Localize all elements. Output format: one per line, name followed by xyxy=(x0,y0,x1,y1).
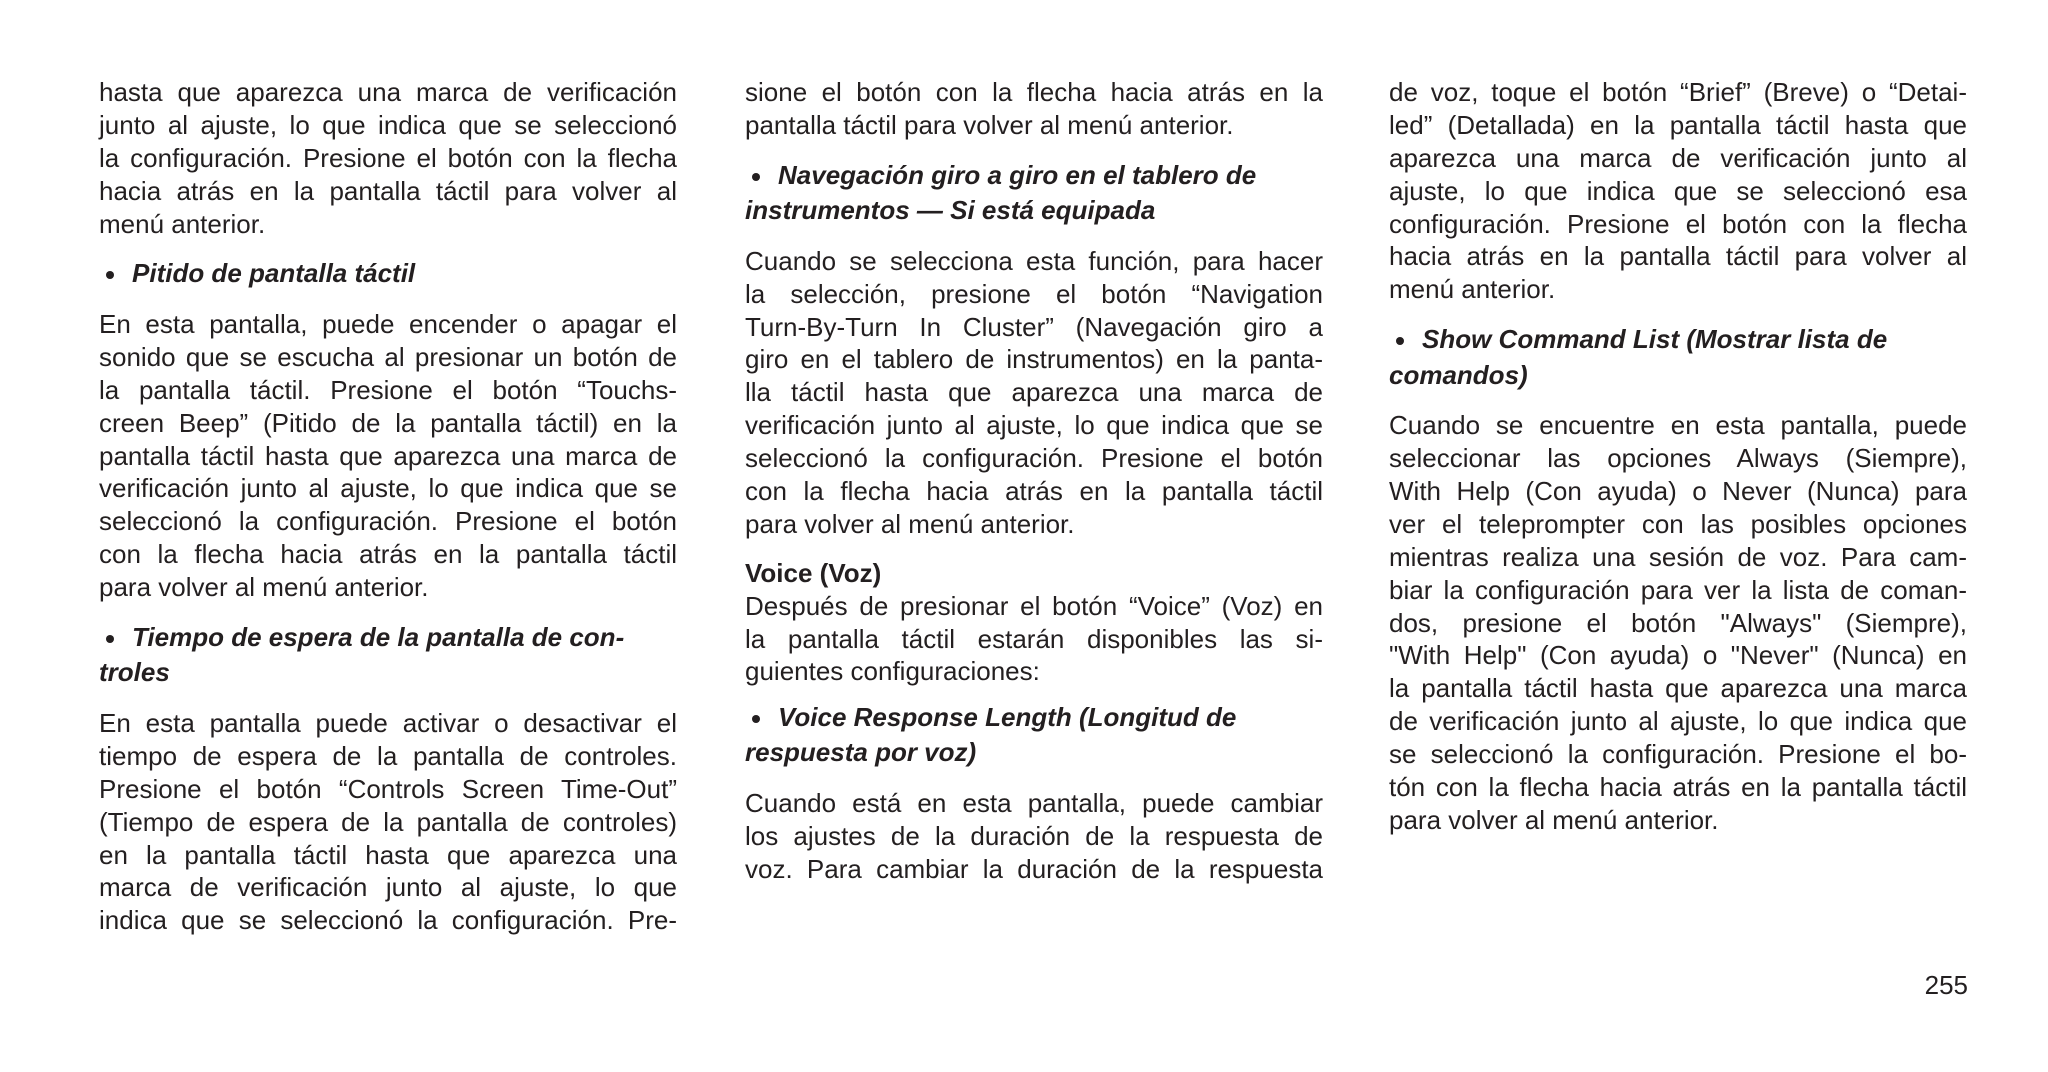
heading-text: Navegación giro a giro en el tablero de xyxy=(778,159,1257,190)
subheading-voice: Voice (Voz) xyxy=(745,557,882,588)
heading-line xyxy=(1389,358,1967,394)
paragraph-line: de verificación junto al ajuste, lo que indica que xyxy=(1389,706,1967,737)
section-heading-show-command-list xyxy=(1389,322,1967,393)
paragraph-line: sonido que se escucha al presionar un botón de xyxy=(99,341,677,372)
heading-text: Tiempo de espera de la pantalla de con- xyxy=(132,621,625,652)
body-paragraph xyxy=(745,787,1323,886)
heading-line xyxy=(99,256,677,292)
paragraph-line: Después de presionar el botón “Voice” (Voz) en xyxy=(745,590,1323,621)
paragraph-line: mientras realiza una sesión de voz. Para cam- xyxy=(1389,541,1967,572)
body-paragraph xyxy=(1389,409,1967,837)
paragraph-line: Cuando se selecciona esta función, para hacer xyxy=(745,245,1323,276)
paragraph-line: la pantalla táctil estarán disponibles las si- xyxy=(745,623,1323,654)
paragraph-line: En esta pantalla, puede encender o apagar el xyxy=(99,308,677,339)
paragraph-line: para volver al menú anterior. xyxy=(745,508,1075,539)
paragraph-line: verificación junto al ajuste, lo que indica que se xyxy=(745,410,1323,441)
paragraph-line: aparezca una marca de verificación junto al xyxy=(1389,142,1967,173)
paragraph-line: hasta que aparezca una marca de verificación xyxy=(99,77,677,107)
column-3 xyxy=(1389,76,1967,837)
paragraph-line: la configuración. Presione el botón con la flecha xyxy=(99,142,677,173)
paragraph-line: de voz, toque el botón “Brief” (Breve) o “Detai- xyxy=(1389,77,1967,107)
paragraph-line: Presione el botón “Controls Screen Time-Out” xyxy=(99,773,677,804)
heading-text: Pitido de pantalla táctil xyxy=(132,258,416,289)
paragraph-line: With Help (Con ayuda) o Never (Nunca) para xyxy=(1389,476,1967,507)
paragraph-line: ver el teleprompter con las posibles opciones xyxy=(1389,508,1967,539)
paragraph-line: voz. Para cambiar la duración de la respuesta xyxy=(745,853,1323,884)
body-paragraph xyxy=(99,707,677,937)
paragraph-line: creen Beep” (Pitido de la pantalla táctil) en la xyxy=(99,407,677,438)
paragraph-line: la selección, presione el botón “Navigation xyxy=(745,278,1323,309)
paragraph-line: seleccionar las opciones Always (Siempre), xyxy=(1389,443,1967,474)
paragraph-line: para volver al menú anterior. xyxy=(99,572,429,603)
heading-text: respuesta por voz) xyxy=(745,737,977,768)
paragraph-line: para volver al menú anterior. xyxy=(1389,804,1719,835)
heading-line xyxy=(745,158,1323,194)
paragraph-line: indica que se seleccionó la configuración. Pre- xyxy=(99,905,677,936)
paragraph-line: lla táctil hasta que aparezca una marca de xyxy=(745,377,1323,408)
paragraph-line: la pantalla táctil hasta que aparezca una marca xyxy=(1389,673,1967,704)
paragraph-line: configuración. Presione el botón con la flecha xyxy=(1389,208,1967,239)
heading-text: Voice Response Length (Longitud de xyxy=(778,701,1237,732)
column-1 xyxy=(99,76,677,937)
heading-line xyxy=(745,193,1323,229)
heading-line xyxy=(1389,322,1967,358)
section-heading-controls-timeout xyxy=(99,620,677,691)
heading-line xyxy=(745,735,1323,771)
body-paragraph xyxy=(745,76,1323,142)
paragraph-line: junto al ajuste, lo que indica que se seleccionó xyxy=(99,109,677,140)
paragraph-line: la pantalla táctil. Presione el botón “Touchs- xyxy=(99,374,677,405)
paragraph-line: Cuando está en esta pantalla, puede cambiar xyxy=(745,787,1323,818)
paragraph-line: En esta pantalla puede activar o desactivar el xyxy=(99,707,677,738)
paragraph-line: los ajustes de la duración de la respuesta de xyxy=(745,820,1323,851)
bullet-icon xyxy=(106,635,114,643)
paragraph-line: guientes configuraciones: xyxy=(745,656,1040,687)
section-heading-touchscreen-beep xyxy=(99,256,677,292)
paragraph-line: verificación junto al ajuste, lo que indica que se xyxy=(99,473,677,504)
paragraph-line: seleccionó la configuración. Presione el botón xyxy=(745,443,1323,474)
paragraph-line: pantalla táctil para volver al menú anterior. xyxy=(745,109,1234,140)
paragraph-line: ajuste, lo que indica que se seleccionó esa xyxy=(1389,175,1967,206)
paragraph-line: se seleccionó la configuración. Presione el bo- xyxy=(1389,739,1967,770)
heading-text: Show Command List (Mostrar lista de xyxy=(1422,324,1888,355)
paragraph-line: con la flecha hacia atrás en la pantalla táctil xyxy=(745,476,1323,507)
paragraph-line: biar la configuración para ver la lista de coman- xyxy=(1389,574,1967,605)
column-2 xyxy=(745,76,1323,886)
paragraph-line: tiempo de espera de la pantalla de controles. xyxy=(99,740,677,771)
bullet-icon xyxy=(752,173,760,181)
paragraph-line: led” (Detallada) en la pantalla táctil hasta que xyxy=(1389,109,1967,140)
body-paragraph xyxy=(99,76,677,240)
bullet-icon xyxy=(752,715,760,723)
paragraph-line: marca de verificación junto al ajuste, lo que xyxy=(99,872,677,903)
heading-text: instrumentos — Si está equipada xyxy=(745,195,1156,226)
paragraph-line: (Tiempo de espera de la pantalla de controles) xyxy=(99,806,677,837)
body-paragraph xyxy=(745,245,1323,541)
heading-text: troles xyxy=(99,657,170,688)
paragraph-line: dos, presione el botón "Always" (Siempre), xyxy=(1389,607,1967,638)
page-number: 255 xyxy=(1924,970,1968,1000)
paragraph-line: menú anterior. xyxy=(1389,274,1556,305)
paragraph-line: Cuando se encuentre en esta pantalla, puede xyxy=(1389,410,1967,441)
paragraph-line: "With Help" (Con ayuda) o "Never" (Nunca) en xyxy=(1389,640,1967,671)
bullet-icon xyxy=(106,271,114,279)
section-heading-voice-response-length xyxy=(745,700,1323,771)
body-paragraph xyxy=(745,590,1323,689)
bullet-icon xyxy=(1396,337,1404,345)
heading-text: comandos) xyxy=(1389,359,1528,390)
heading-line xyxy=(99,620,677,656)
paragraph-line: tón con la flecha hacia atrás en la pantalla táctil xyxy=(1389,772,1967,803)
paragraph-line: pantalla táctil hasta que aparezca una marca de xyxy=(99,440,677,471)
paragraph-line: Turn-By-Turn In Cluster” (Navegación giro a xyxy=(745,311,1323,342)
heading-line xyxy=(99,655,677,691)
paragraph-line: seleccionó la configuración. Presione el botón xyxy=(99,506,677,537)
body-paragraph xyxy=(1389,76,1967,306)
body-paragraph xyxy=(99,308,677,604)
paragraph-line: con la flecha hacia atrás en la pantalla táctil xyxy=(99,539,677,570)
paragraph-line: hacia atrás en la pantalla táctil para volver al xyxy=(1389,241,1967,272)
paragraph-line: giro en el tablero de instrumentos) en la panta- xyxy=(745,344,1323,375)
paragraph-line: menú anterior. xyxy=(99,208,266,239)
paragraph-line: sione el botón con la flecha hacia atrás en la xyxy=(745,77,1323,107)
paragraph-line: en la pantalla táctil hasta que aparezca una xyxy=(99,839,677,870)
section-heading-turn-by-turn xyxy=(745,158,1323,229)
paragraph-line: hacia atrás en la pantalla táctil para volver al xyxy=(99,175,677,206)
heading-line xyxy=(745,700,1323,736)
